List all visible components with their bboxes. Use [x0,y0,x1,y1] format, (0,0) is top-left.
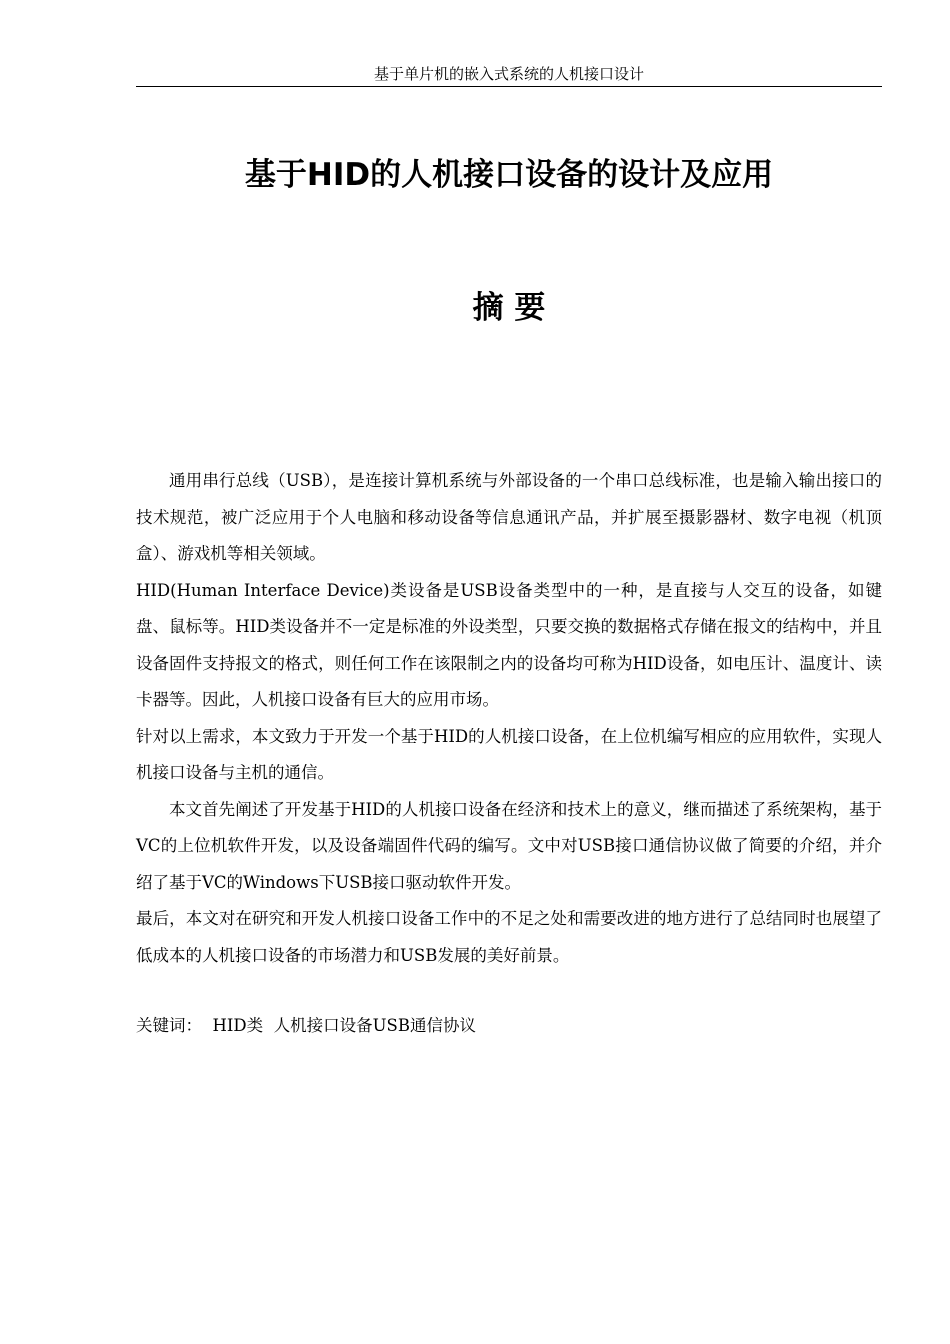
abstract-paragraph-goal: 针对以上需求，本文致力于开发一个基于HID的人机接口设备，在上位机编写相应的应用软件，实现人机接口设备与主机的通信。 [136,726,882,782]
header-rule [136,86,882,87]
document-title: 基于HID的人机接口设备的设计及应用 [244,157,774,193]
abstract-paragraph-usb: 通用串行总线（USB），是连接计算机系统与外部设备的一个串口总线标准，也是输入输出接口的技术规范，被广泛应用于个人电脑和移动设备等信息通讯产品，并扩展至摄影器材、数字电视（机顶盒）、游戏机等相关领域。 [136,471,882,563]
keywords-line [136,1010,882,1042]
abstract-paragraph-conclusion: 最后，本文对在研究和开发人机接口设备工作中的不足之处和需要改进的地方进行了总结同时也展望了低成本的人机接口设备的市场潜力和USB发展的美好前景。 [136,909,882,965]
keywords-items: HID类 人机接口设备USB通信协议 [212,1016,476,1035]
abstract-paragraph-content: 本文首先阐述了开发基于HID的人机接口设备在经济和技术上的意义，继而描述了系统架构，基于VC的上位机软件开发，以及设备端固件代码的编写。文中对USB接口通信协议做了简要的介绍，并介绍了基于VC的Windows下USB接口驱动软件开发。 [136,799,882,892]
keywords-label: 关键词： [136,1016,202,1035]
abstract-heading: 摘 要 [472,290,546,326]
abstract-paragraph-hid: HID(Human Interface Device)类设备是USB设备类型中的一种，是直接与人交互的设备，如键盘、鼠标等。HID类设备并不一定是标准的外设类型，只要交换的数据格式存储在报文的结构中，并且设备固件支持报文的格式，则任何工作在该限制之内的设备均可称为HID设备，如电压计、温度计、读卡器等。因此，人机接口设备有巨大的应用市场。 [136,580,882,709]
abstract-body [136,463,882,974]
running-header: 基于单片机的嵌入式系统的人机接口设计 [373,65,644,83]
